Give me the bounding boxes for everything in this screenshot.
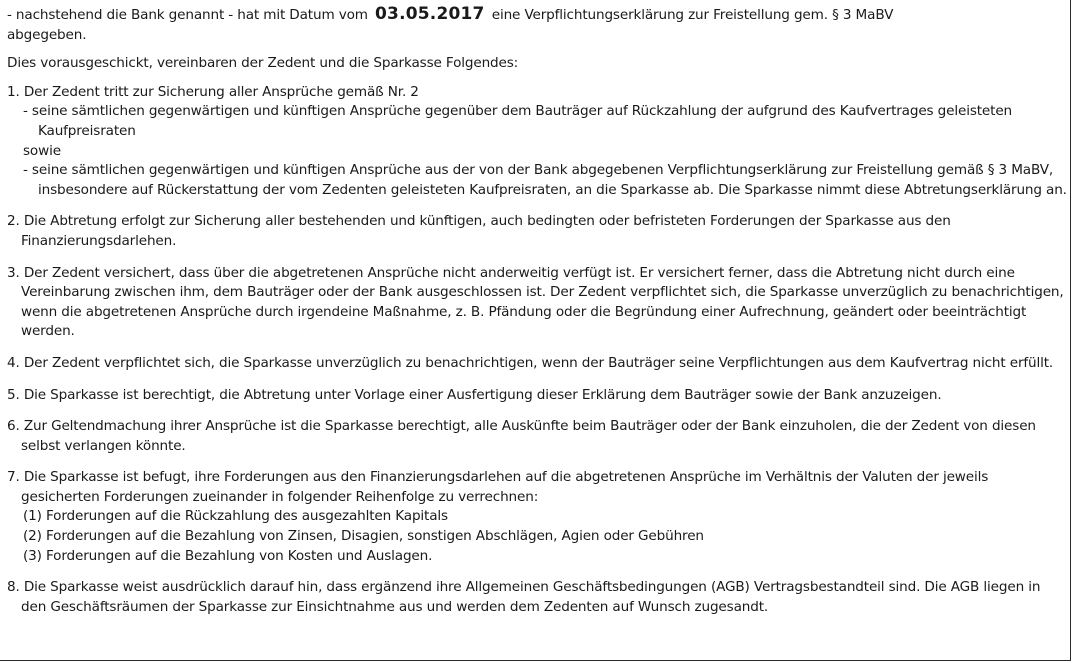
clause-3: 3. Der Zedent versichert, dass über die abgetretenen Ansprüche nicht anderweitig verfügt ist. Er versichert ferner, dass die Abtretung nicht durch eine Vereinbarung zwischen ihm, dem Bauträger oder der Bank ausgeschlossen ist. Der Zedent verpflichtet sich, die Sparkasse unverzüglich zu benachrichtigen, wenn die abgetretenen Ansprüche durch irgendeine Maßnahme, z. B. Pfändung oder die Begründung einer Aufrechnung, geändert oder beeinträchtigt werden. <box>7 264 1064 340</box>
clause-1-sub-2: - seine sämtlichen gegenwärtigen und künftigen Ansprüche aus der von der Bank abgegebenen Verpflichtungserklärung zur Freistellung gemäß § 3 MaBV, insbesondere auf Rückerstattung der vom Zedenten geleisteten Kaufpreisraten, an die Sparkasse ab. Die Sparkasse nimmt diese Abtretungserklärung an. <box>23 162 1067 198</box>
document-body <box>7 5 1067 617</box>
clause-7-list-item: (3) Forderungen auf die Bezahlung von Kosten und Auslagen. <box>23 547 433 564</box>
clause-1-sub-1: - seine sämtlichen gegenwärtigen und künftigen Ansprüche gegenüber dem Bauträger auf Rückzahlung der aufgrund des Kaufvertrages geleisteten Kaufpreisraten <box>23 103 1013 139</box>
clause-1-head: 1. Der Zedent tritt zur Sicherung aller Ansprüche gemäß Nr. 2 <box>7 83 419 100</box>
intro-text-line2: abgegeben. <box>7 26 87 43</box>
intro-text-before-date: - nachstehend die Bank genannt - hat mit Datum vom <box>7 7 368 23</box>
clause-1 <box>7 83 1067 201</box>
preamble: Dies vorausgeschickt, vereinbaren der Zedent und die Sparkasse Folgendes: <box>7 55 519 72</box>
clause-7-list-item: (1) Forderungen auf die Rückzahlung des ausgezahlten Kapitals <box>23 508 448 525</box>
clause-1-sowie: sowie <box>23 142 61 159</box>
agreement-date: 03.05.2017 <box>375 4 485 24</box>
intro-text-after-date: eine Verpflichtungserklärung zur Freistellung gem. § 3 MaBV <box>491 7 894 23</box>
clause-7-head: 7. Die Sparkasse ist befugt, ihre Forderungen aus den Finanzierungsdarlehen auf die abgetretenen Ansprüche im Verhältnis der Valuten der jeweils gesicherten Forderungen zueinander in folgender Reihenfolge zu verrechnen: <box>7 469 989 505</box>
clause-2: 2. Die Abtretung erfolgt zur Sicherung aller bestehenden und künftigen, auch bedingten oder befristeten Forderungen der Sparkasse aus den Finanzierungsdarlehen. <box>7 213 951 249</box>
clause-4: 4. Der Zedent verpflichtet sich, die Sparkasse unverzüglich zu benachrichtigen, wenn der Bauträger seine Verpflichtungen aus dem Kaufvertrag nicht erfüllt. <box>7 354 1054 371</box>
clause-6: 6. Zur Geltendmachung ihrer Ansprüche ist die Sparkasse berechtigt, alle Auskünfte beim Bauträger oder der Bank einzuholen, die der Zedent von diesen selbst verlangen könnte. <box>7 418 1036 454</box>
intro-paragraph <box>7 5 1067 45</box>
clause-8: 8. Die Sparkasse weist ausdrücklich darauf hin, dass ergänzend ihre Allgemeinen Geschäftsbedingungen (AGB) Vertragsbestandteil sind. Die AGB liegen in den Geschäftsräumen der Sparkasse zur Einsichtnahme aus und werden dem Zedenten auf Wunsch zugesandt. <box>7 579 1041 615</box>
clause-5: 5. Die Sparkasse ist berechtigt, die Abtretung unter Vorlage einer Ausfertigung dieser Erklärung dem Bauträger sowie der Bank anzuzeigen. <box>7 386 942 403</box>
clause-7 <box>7 468 1067 566</box>
clause-7-list-item: (2) Forderungen auf die Bezahlung von Zinsen, Disagien, sonstigen Abschlägen, Agien oder Gebühren <box>23 528 704 545</box>
